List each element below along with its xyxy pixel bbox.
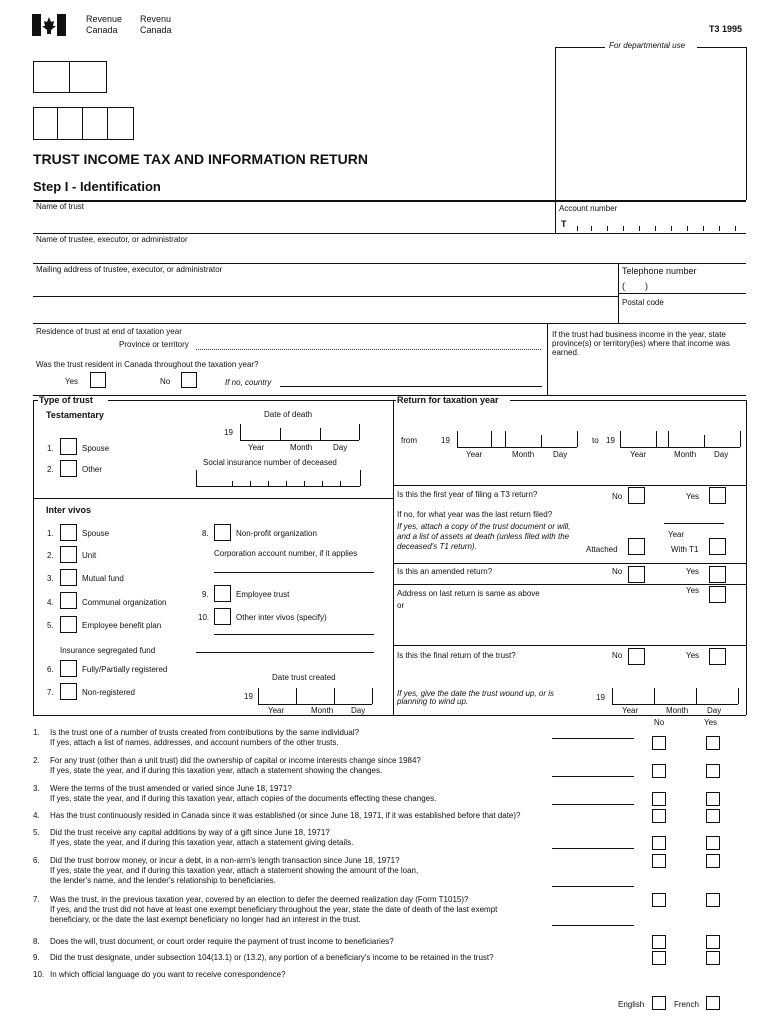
resident-no-checkbox[interactable] bbox=[181, 372, 197, 388]
created-month-label: Month bbox=[311, 706, 334, 715]
with-t1-checkbox[interactable] bbox=[709, 538, 726, 555]
from-month-label: Month bbox=[512, 450, 535, 459]
question-6-text: the lender's name, and the lender's relationship to beneficiaries. bbox=[50, 876, 276, 885]
question-3-text: Were the terms of the trust amended or varied since June 18, 1971? bbox=[50, 784, 292, 793]
sin-deceased-field[interactable] bbox=[196, 470, 360, 486]
header-box-b4 bbox=[107, 107, 134, 140]
resident-yes-checkbox[interactable] bbox=[90, 372, 106, 388]
question-1-no-checkbox[interactable] bbox=[652, 736, 666, 750]
question-2-text: If yes, state the year, and if during this taxation year, attach a statement showing the changes. bbox=[50, 766, 383, 775]
return-year-heading: Return for taxation year bbox=[397, 395, 499, 405]
inter-vivos-heading: Inter vivos bbox=[46, 505, 92, 515]
to-day-label: Day bbox=[714, 450, 729, 459]
question-3-answer-field[interactable] bbox=[552, 804, 634, 805]
form-code: T3 1995 bbox=[709, 24, 743, 34]
question-3-no-checkbox[interactable] bbox=[652, 792, 666, 806]
question-5-text: If yes, state the year, and if during this taxation year, attach a statement giving details. bbox=[50, 838, 354, 847]
question-5-no-checkbox[interactable] bbox=[652, 836, 666, 850]
first-year-question: Is this the first year of filing a T3 return? bbox=[397, 490, 538, 499]
testamentary-heading: Testamentary bbox=[46, 410, 104, 420]
canada-flag-icon bbox=[32, 14, 66, 36]
question-9-yes-checkbox[interactable] bbox=[706, 951, 720, 965]
question-7-text: beneficiary, or the date the last exempt beneficiary no longer had an interest in the trust. bbox=[50, 915, 361, 924]
other-iv-num: 10. bbox=[198, 613, 210, 622]
nonprofit-label: Non-profit organization bbox=[236, 529, 317, 538]
dept-use-border-left bbox=[555, 47, 556, 200]
wind-up-year-prefix: 19 bbox=[596, 693, 605, 702]
wind-up-month-label: Month bbox=[666, 706, 689, 715]
death-day-label: Day bbox=[333, 443, 348, 452]
question-8-yes-checkbox[interactable] bbox=[706, 935, 720, 949]
header-box-b1 bbox=[33, 107, 59, 140]
english-checkbox[interactable] bbox=[652, 996, 666, 1010]
question-2-text: For any trust (other than a unit trust) did the ownership of capital or income interests change since 1984? bbox=[50, 756, 421, 765]
questions-yes-header: Yes bbox=[704, 718, 718, 727]
header-box-a1 bbox=[33, 61, 71, 93]
date-of-death-label: Date of death bbox=[264, 410, 313, 419]
question-6-text: Did the trust borrow money, or incur a debt, in a non-arm's length transaction since June 18, 1971? bbox=[50, 856, 400, 865]
iv-mutual-checkbox[interactable] bbox=[60, 569, 77, 586]
iv-mutual-label: Mutual fund bbox=[82, 574, 124, 583]
residence-label: Residence of trust at end of taxation year bbox=[36, 327, 182, 336]
wind-up-year-label: Year bbox=[622, 706, 639, 715]
date-created-field[interactable] bbox=[258, 688, 372, 704]
to-month-label: Month bbox=[674, 450, 697, 459]
dept-use-border-right bbox=[746, 47, 747, 200]
other-iv-checkbox[interactable] bbox=[214, 608, 231, 625]
question-3-yes-checkbox[interactable] bbox=[706, 792, 720, 806]
amended-yes-label: Yes bbox=[686, 567, 700, 576]
name-of-trust-label: Name of trust bbox=[36, 202, 85, 211]
address-same-yes-checkbox[interactable] bbox=[709, 586, 726, 603]
amended-question: Is this an amended return? bbox=[397, 567, 493, 576]
account-number-label: Account number bbox=[559, 204, 618, 213]
resident-question: Was the trust resident in Canada throughout the taxation year? bbox=[36, 360, 259, 369]
iv-spouse-num: 1. bbox=[47, 529, 54, 538]
question-7-no-checkbox[interactable] bbox=[652, 893, 666, 907]
postal-code-field[interactable] bbox=[622, 308, 742, 321]
date-of-death-field[interactable] bbox=[240, 424, 359, 440]
question-4-yes-checkbox[interactable] bbox=[706, 809, 720, 823]
question-10-text: In which official language do you want to receive correspondence? bbox=[50, 970, 286, 979]
question-6-answer-field[interactable] bbox=[552, 886, 634, 887]
first-year-no-label: No bbox=[612, 492, 623, 501]
iv-communal-checkbox[interactable] bbox=[60, 592, 77, 609]
question-2-answer-field[interactable] bbox=[552, 776, 634, 777]
question-6-text: If yes, state the year, and if during this taxation year, attach a statement showing the amount of the loan, bbox=[50, 866, 419, 875]
province-field[interactable] bbox=[196, 349, 541, 350]
final-no-checkbox[interactable] bbox=[628, 648, 645, 665]
test-spouse-label: Spouse bbox=[82, 444, 110, 453]
resident-no-label: No bbox=[160, 377, 171, 386]
from-year-label: Year bbox=[466, 450, 483, 459]
account-prefix: T bbox=[561, 219, 567, 229]
iv-spouse-checkbox[interactable] bbox=[60, 524, 77, 541]
first-year-yes-label: Yes bbox=[686, 492, 700, 501]
question-8-text: Does the will, trust document, or court order require the payment of trust income to beneficiaries? bbox=[50, 937, 394, 946]
employee-trust-checkbox[interactable] bbox=[214, 585, 231, 602]
agency-name-fr: Revenu Canada bbox=[140, 14, 172, 35]
question-1-answer-field[interactable] bbox=[552, 738, 634, 739]
amended-yes-checkbox[interactable] bbox=[709, 566, 726, 583]
iv-unit-num: 2. bbox=[47, 551, 54, 560]
if-no-country-label: If no, country bbox=[225, 378, 272, 387]
final-yes-label: Yes bbox=[686, 651, 700, 660]
test-other-label: Other bbox=[82, 465, 103, 474]
question-9-number: 9. bbox=[33, 953, 40, 962]
iv-unit-label: Unit bbox=[82, 551, 97, 560]
to-date-field[interactable] bbox=[620, 431, 740, 447]
other-iv-field[interactable] bbox=[214, 634, 374, 635]
question-6-number: 6. bbox=[33, 856, 40, 865]
final-return-question: Is this the final return of the trust? bbox=[397, 651, 516, 660]
header-box-a2 bbox=[69, 61, 107, 93]
questions-no-header: No bbox=[654, 718, 665, 727]
final-no-label: No bbox=[612, 651, 623, 660]
test-spouse-num: 1. bbox=[47, 444, 54, 453]
name-of-trust-field[interactable] bbox=[36, 212, 551, 232]
question-2-yes-checkbox[interactable] bbox=[706, 764, 720, 778]
iv-benefit-label: Employee benefit plan bbox=[82, 621, 162, 630]
telephone-field[interactable]: ( ) bbox=[622, 281, 648, 291]
previous-address-field[interactable] bbox=[397, 612, 737, 642]
attach-document-note: If yes, attach a copy of the trust document or will, and a list of assets at death (unless filed with the deceased's T1 return). bbox=[397, 522, 571, 551]
wind-up-day-label: Day bbox=[707, 706, 722, 715]
amended-no-checkbox[interactable] bbox=[628, 566, 645, 583]
test-other-checkbox[interactable] bbox=[60, 460, 77, 477]
question-4-text: Has the trust continuously resided in Canada since it was established (or since June 18, 1971, if it was established before that date)? bbox=[50, 811, 521, 820]
question-7-number: 7. bbox=[33, 895, 40, 904]
trustee-name-field[interactable] bbox=[36, 244, 741, 262]
iv-spouse-label: Spouse bbox=[82, 529, 110, 538]
question-7-yes-checkbox[interactable] bbox=[706, 893, 720, 907]
with-t1-label: With T1 bbox=[671, 545, 699, 554]
death-month-label: Month bbox=[290, 443, 313, 452]
mailing-address-field[interactable] bbox=[36, 276, 612, 322]
question-7-text: If yes, and the trust did not have at least one exempt beneficiary throughout the year, state the date of death of the last exempt bbox=[50, 905, 498, 914]
question-5-yes-checkbox[interactable] bbox=[706, 836, 720, 850]
fully-registered-checkbox[interactable] bbox=[60, 660, 77, 677]
test-spouse-checkbox[interactable] bbox=[60, 438, 77, 455]
question-9-text: Did the trust designate, under subsection 104(13.1) or (13.2), any portion of a beneficiary's income to be retained in the trust? bbox=[50, 953, 494, 962]
to-label: to bbox=[592, 436, 599, 445]
date-created-label: Date trust created bbox=[272, 673, 336, 682]
insurance-fund-label: Insurance segregated fund bbox=[60, 646, 156, 655]
question-4-no-checkbox[interactable] bbox=[652, 809, 666, 823]
non-registered-label: Non-registered bbox=[82, 688, 135, 697]
question-4-number: 4. bbox=[33, 811, 40, 820]
iv-communal-num: 4. bbox=[47, 598, 54, 607]
postal-code-label: Postal code bbox=[622, 298, 664, 307]
first-year-no-checkbox[interactable] bbox=[628, 487, 645, 504]
question-2-number: 2. bbox=[33, 756, 40, 765]
question-9-no-checkbox[interactable] bbox=[652, 951, 666, 965]
question-5-text: Did the trust receive any capital additions by way of a gift since June 18, 1971? bbox=[50, 828, 330, 837]
question-1-yes-checkbox[interactable] bbox=[706, 736, 720, 750]
sin-deceased-label: Social insurance number of deceased bbox=[203, 458, 337, 467]
last-filed-year-field[interactable] bbox=[664, 523, 724, 524]
corp-account-field[interactable] bbox=[214, 572, 374, 573]
resident-yes-label: Yes bbox=[65, 377, 79, 386]
created-year-label: Year bbox=[268, 706, 285, 715]
address-same-yes-label: Yes bbox=[686, 586, 700, 595]
from-year-prefix: 19 bbox=[441, 436, 450, 445]
french-label: French bbox=[674, 1000, 699, 1009]
header-box-b3 bbox=[82, 107, 109, 140]
question-6-no-checkbox[interactable] bbox=[652, 854, 666, 868]
agency-name-en: Revenue Canada bbox=[86, 14, 123, 35]
fully-registered-label: Fully/Partially registered bbox=[82, 665, 168, 674]
header-box-b2 bbox=[57, 107, 84, 140]
question-7-text: Was the trust, in the previous taxation year, covered by an election to defer the deemed realization day (Form T1015)? bbox=[50, 895, 469, 904]
iv-benefit-checkbox[interactable] bbox=[60, 616, 77, 633]
question-7-answer-field[interactable] bbox=[552, 925, 634, 926]
death-year-prefix: 19 bbox=[224, 428, 233, 437]
test-other-num: 2. bbox=[47, 465, 54, 474]
iv-benefit-num: 5. bbox=[47, 621, 54, 630]
mailing-address-label: Mailing address of trustee, executor, or administrator bbox=[36, 265, 223, 274]
iv-unit-checkbox[interactable] bbox=[60, 546, 77, 563]
first-year-yes-checkbox[interactable] bbox=[709, 487, 726, 504]
to-year-label: Year bbox=[630, 450, 647, 459]
dept-use-label: For departmental use bbox=[609, 41, 686, 50]
to-year-prefix: 19 bbox=[606, 436, 615, 445]
telephone-label: Telephone number bbox=[622, 266, 697, 276]
province-label: Province or territory bbox=[119, 340, 189, 349]
created-day-label: Day bbox=[351, 706, 366, 715]
question-3-number: 3. bbox=[33, 784, 40, 793]
business-income-note: If the trust had business income in the year, state province(s) or territory(ies) where that income was earned. bbox=[552, 330, 730, 357]
country-field[interactable] bbox=[280, 386, 542, 387]
employee-trust-num: 9. bbox=[202, 590, 209, 599]
from-day-label: Day bbox=[553, 450, 568, 459]
question-6-yes-checkbox[interactable] bbox=[706, 854, 720, 868]
wind-up-date-field[interactable] bbox=[612, 688, 738, 704]
question-5-answer-field[interactable] bbox=[552, 848, 634, 849]
question-8-no-checkbox[interactable] bbox=[652, 935, 666, 949]
wind-up-note: If yes, give the date the trust wound up, or is planning to wind up. bbox=[397, 689, 554, 706]
created-year-prefix: 19 bbox=[244, 692, 253, 701]
account-number-field[interactable] bbox=[571, 220, 741, 232]
corp-account-label: Corporation account number, if it applies bbox=[214, 549, 358, 558]
question-3-text: If yes, state the year, and if during this taxation year, attach copies of the documents effecting these changes. bbox=[50, 794, 437, 803]
address-same-label: Address on last return is same as above bbox=[397, 589, 540, 598]
question-1-number: 1. bbox=[33, 728, 40, 737]
question-10-number: 10. bbox=[33, 970, 45, 979]
question-1-text: If yes, attach a list of names, addresses, and account numbers of the other trusts. bbox=[50, 738, 339, 747]
trustee-name-label: Name of trustee, executor, or administrator bbox=[36, 235, 188, 244]
address-or-label: or bbox=[397, 601, 405, 610]
death-year-label: Year bbox=[248, 443, 265, 452]
french-checkbox[interactable] bbox=[706, 996, 720, 1010]
step-heading: Step I - Identification bbox=[33, 179, 161, 194]
attached-label: Attached bbox=[586, 545, 618, 554]
non-registered-num: 7. bbox=[47, 688, 54, 697]
nonprofit-checkbox[interactable] bbox=[214, 524, 231, 541]
form-title: TRUST INCOME TAX AND INFORMATION RETURN bbox=[33, 151, 368, 167]
question-8-number: 8. bbox=[33, 937, 40, 946]
type-of-trust-heading: Type of trust bbox=[39, 395, 93, 405]
employee-trust-label: Employee trust bbox=[236, 590, 290, 599]
attached-checkbox[interactable] bbox=[628, 538, 645, 555]
english-label: English bbox=[618, 1000, 645, 1009]
fully-registered-num: 6. bbox=[47, 665, 54, 674]
from-label: from bbox=[401, 436, 417, 445]
other-iv-label: Other inter vivos (specify) bbox=[236, 613, 327, 622]
question-2-no-checkbox[interactable] bbox=[652, 764, 666, 778]
from-date-field[interactable] bbox=[457, 431, 577, 447]
last-filed-question: If no, for what year was the last return filed? bbox=[397, 510, 553, 519]
iv-mutual-num: 3. bbox=[47, 574, 54, 583]
final-yes-checkbox[interactable] bbox=[709, 648, 726, 665]
question-5-number: 5. bbox=[33, 828, 40, 837]
amended-no-label: No bbox=[612, 567, 623, 576]
non-registered-checkbox[interactable] bbox=[60, 683, 77, 700]
question-1-text: Is the trust one of a number of trusts created from contributions by the same individual? bbox=[50, 728, 360, 737]
iv-communal-label: Communal organization bbox=[82, 598, 167, 607]
nonprofit-num: 8. bbox=[202, 529, 209, 538]
last-filed-year-label: Year bbox=[668, 530, 685, 539]
